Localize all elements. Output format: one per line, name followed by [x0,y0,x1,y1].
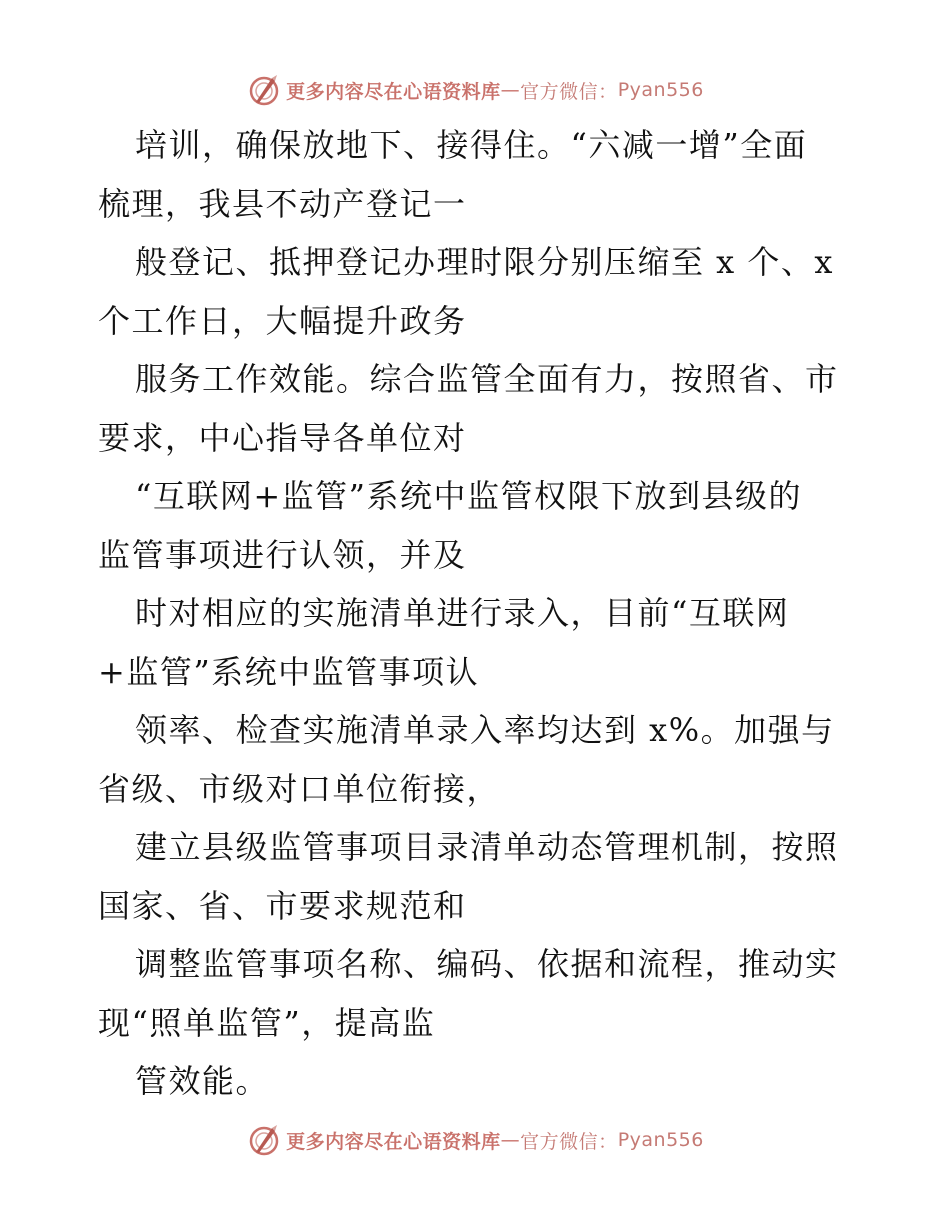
watermark-main-text: 更多内容尽在心语资料库 [286,1130,501,1153]
body-line: 梳理，我县不动产登记一 [98,184,467,223]
body-line: 服务工作效能。综合监管全面有力，按照省、市 [135,360,839,398]
watermark-main-text: 更多内容尽在心语资料库 [286,80,501,103]
body-line: 领率、检查实施清单录入率均达到 x%。加强与 [135,711,835,749]
body-line: 个工作日，大幅提升政务 [98,301,467,340]
body-line: 般登记、抵押登记办理时限分别压缩至 x 个、x [135,243,834,281]
body-line: 监管事项进行认领，并及 [98,535,467,574]
body-line: 培训，确保放地下、接得住。“六减一增”全面 [135,126,808,164]
body-line: 要求，中心指导各单位对 [98,418,467,457]
body-line: 省级、市级对口单位衔接， [98,769,501,808]
footer-watermark [0,1120,950,1160]
watermark-id-text: Pyan556 [617,79,704,101]
body-line: 建立县级监管事项目录清单动态管理机制，按照 [135,828,839,866]
watermark-sub-text: 官方微信： [520,80,618,103]
watermark-dash: — [500,79,521,101]
body-line: 调整监管事项名称、编码、依据和流程，推动实 [135,945,839,983]
body-line: 管效能。 [135,1062,270,1100]
watermark-sub-text: 官方微信： [520,1130,618,1153]
feather-pen-logo-icon [246,1122,282,1158]
body-line: 时对相应的实施清单进行录入，目前“互联网 [135,594,790,632]
body-line: 国家、省、市要求规范和 [98,886,467,925]
feather-pen-logo-icon [246,72,282,108]
header-watermark [0,70,950,110]
body-line: 现“照单监管”，提高监 [98,1003,436,1042]
body-line: +监管”系统中监管事项认 [98,652,480,691]
watermark-id-text: Pyan556 [617,1129,704,1151]
watermark-dash: — [500,1129,521,1151]
body-line: “互联网+监管”系统中监管权限下放到县级的 [135,477,803,515]
document-body [98,116,858,1111]
